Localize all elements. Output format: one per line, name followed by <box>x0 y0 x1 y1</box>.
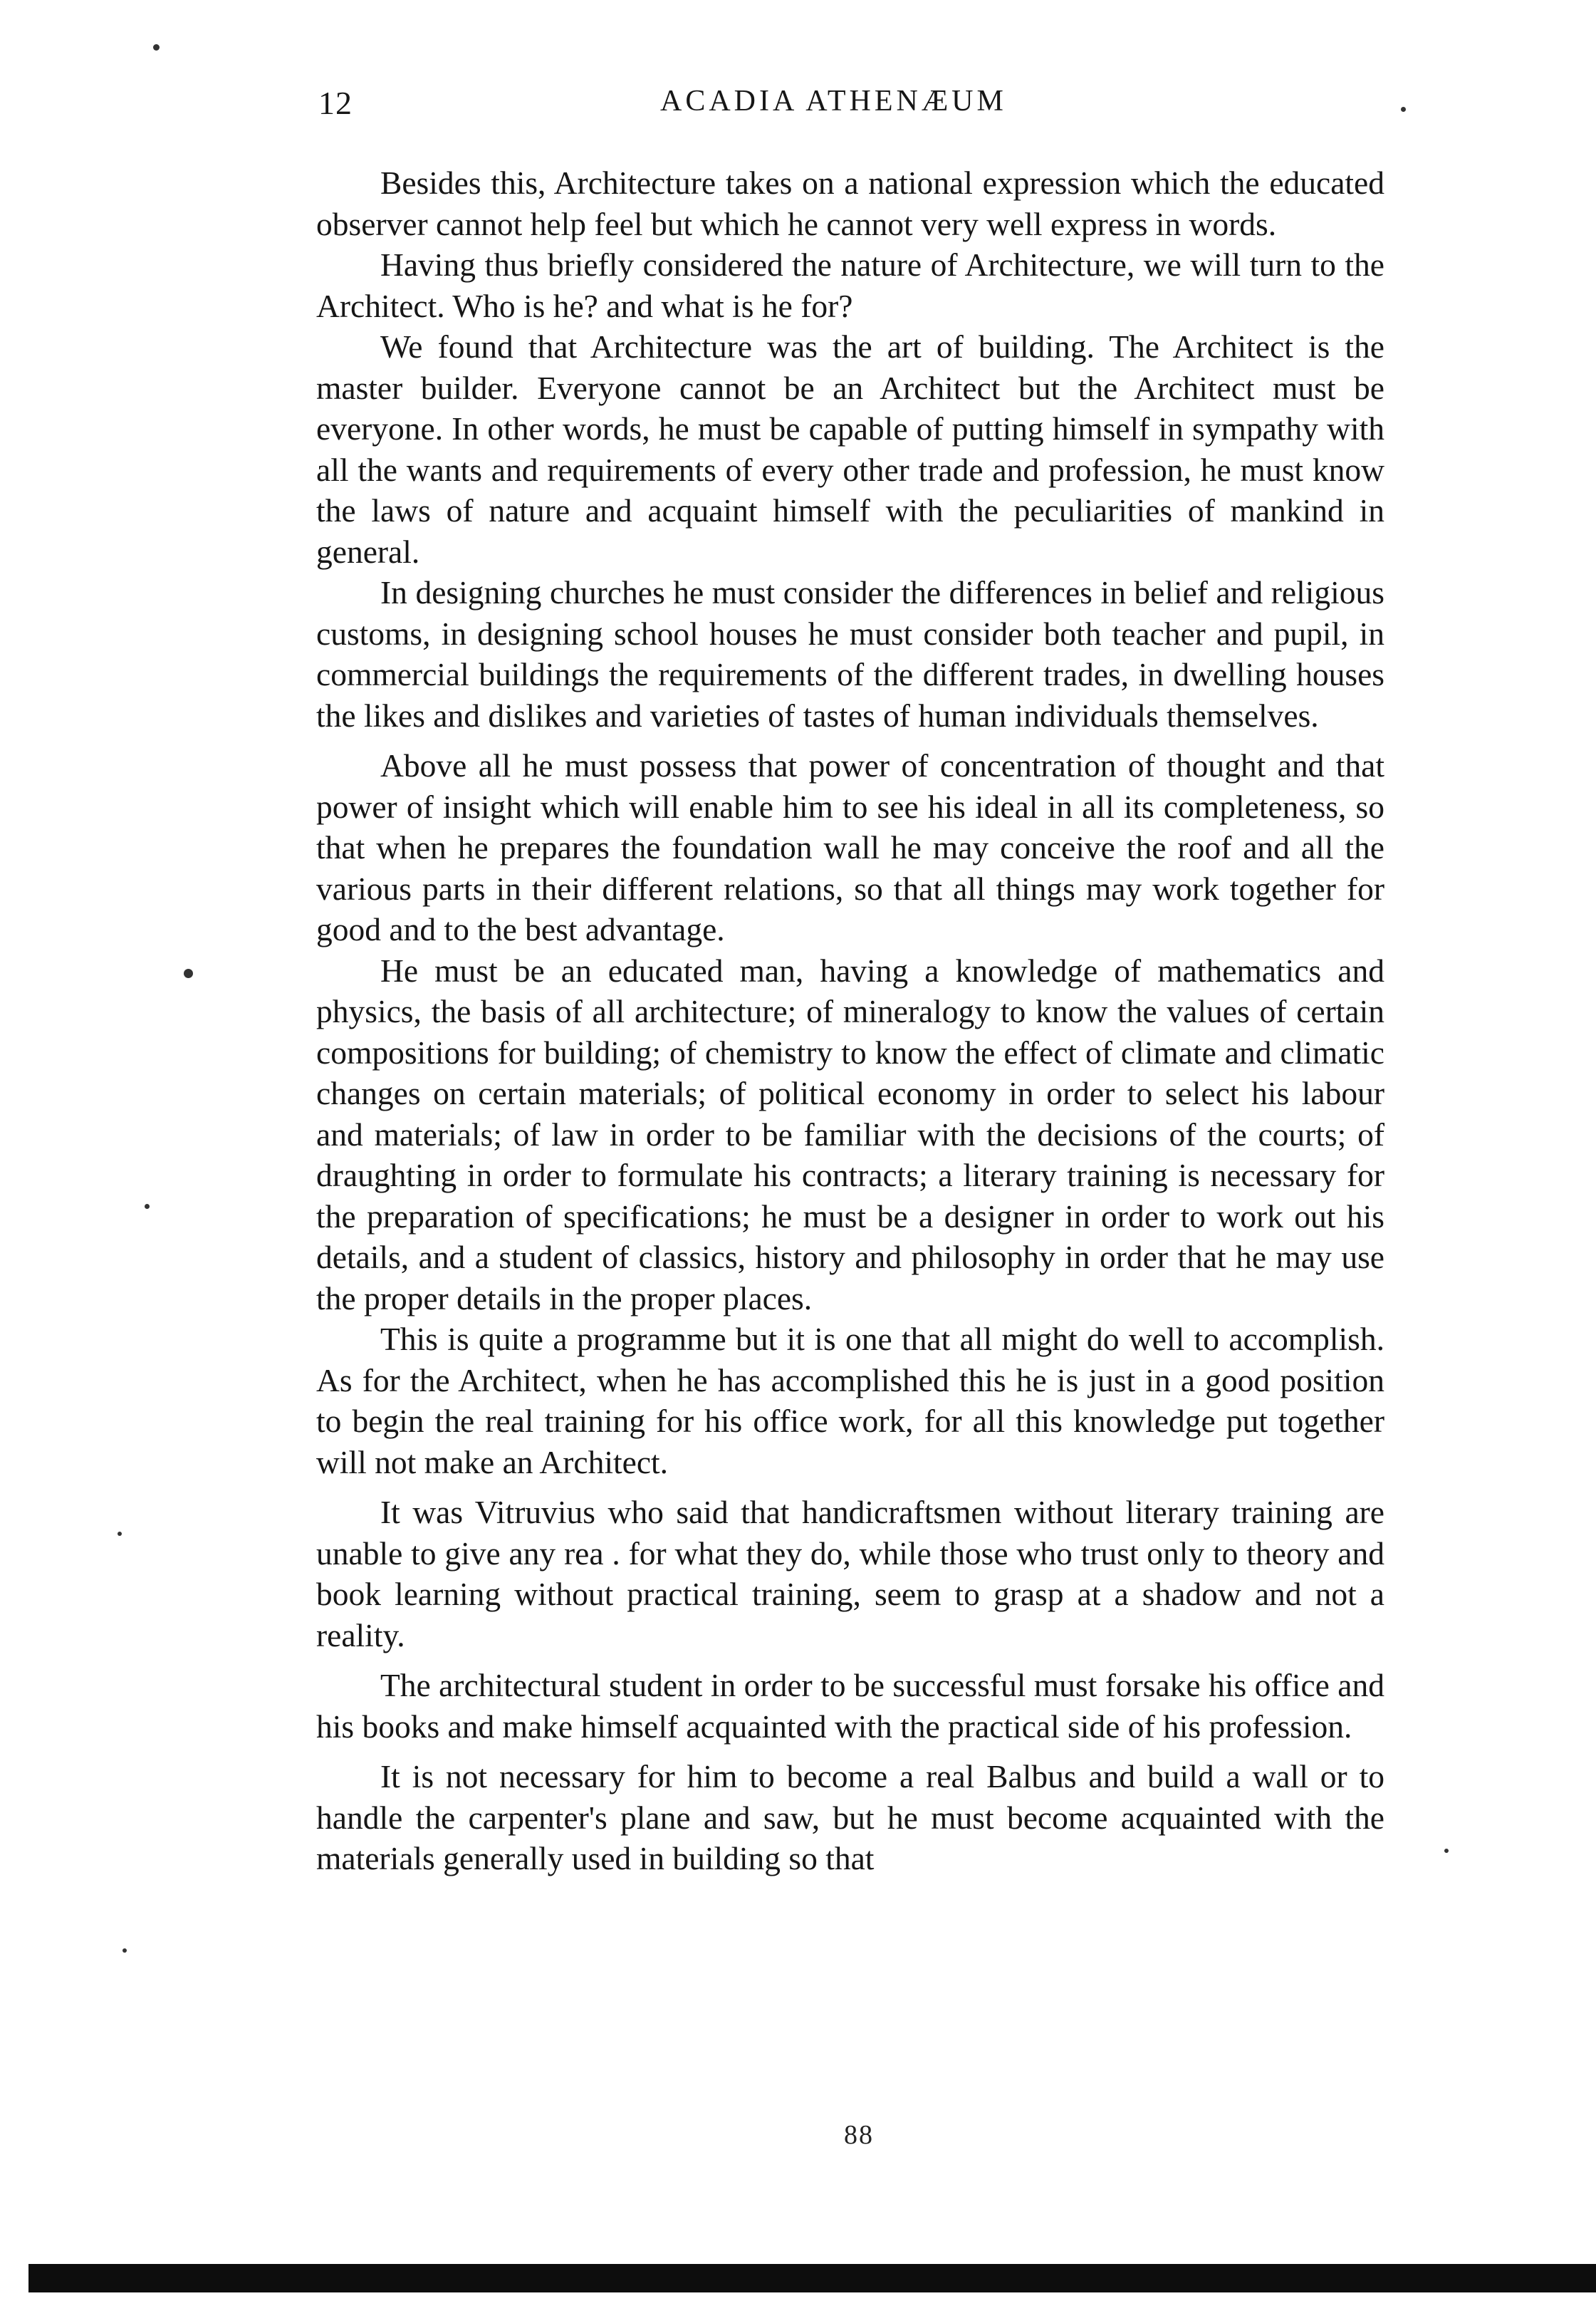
paragraph-9: The architectural student in order to be successful must forsake his office and his books and make himself acquainted with the practical side of his profession. <box>316 1667 1384 1745</box>
scan-speck <box>1444 1849 1449 1853</box>
paragraph-5: Above all he must possess that power of concentration of thought and that power of insight which will enable him to see his ideal in all its completeness, so that when he prepares the foundation wall he may conceive the roof and all the various parts in their different relations, so that all things may work together for good and to the best advantage. <box>316 747 1384 947</box>
page-header <box>318 84 1387 134</box>
paragraph-2: Having thus briefly considered the nature of Architecture, we will turn to the Architect. Who is he? and what is he for? <box>316 246 1384 324</box>
paragraph-3: We found that Architecture was the art of building. The Architect is the master builder. Everyone cannot be an Architect but the Architect must be everyone. In other words, he must be capable of putting himself in sympathy with all the wants and requirements of every other trade and profession, he must know the laws of nature and acquaint himself with the peculiarities of mankind in general. <box>316 328 1384 570</box>
scan-speck <box>118 1532 122 1536</box>
article-body <box>316 162 1384 1879</box>
paragraph-6: He must be an educated man, having a knowledge of mathematics and physics, the basis of all architecture; of mineralogy to know the values of certain compositions for building; of chemistry to know the effect of climate and climatic changes on certain materials; of political economy in order to select his labour and materials; of law in order to be familiar with the decisions of the courts; of draughting in order to formulate his contracts; a literary training is necessary for the preparation of specifications; he must be a designer in order to work out his details, and a student of classics, history and philosophy in order that he may use the proper details in the proper places. <box>316 952 1384 1316</box>
running-title: ACADIA ATHENÆUM <box>660 85 1007 118</box>
paragraph-10: It is not necessary for him to become a real Balbus and build a wall or to handle the carpenter's plane and saw, but he must become acquainted with the materials generally used in building so that <box>316 1758 1384 1876</box>
folio-number: 88 <box>844 2120 874 2150</box>
scan-speck <box>184 969 193 978</box>
paragraph-7: This is quite a programme but it is one that all might do well to accomplish. As for the Architect, when he has accomplished this he is just in a good position to begin the real training for his office work, for all this knowledge put together will not make an Architect. <box>316 1321 1384 1480</box>
scan-speck <box>1401 107 1406 112</box>
scan-speck <box>145 1204 150 1209</box>
scan-speck <box>122 1948 127 1953</box>
paragraph-4: In designing churches he must consider the differences in belief and religious customs, in designing school houses he must consider both teacher and pupil, in commercial buildings the requirements of the different trades, in dwelling houses the likes and dislikes and varieties of tastes of human individuals themselves. <box>316 574 1384 734</box>
scan-speck <box>153 44 160 51</box>
page-number: 12 <box>318 85 353 121</box>
scan-border-rule <box>28 2264 1596 2292</box>
paragraph-1: Besides this, Architecture takes on a national expression which the educated observer cannot help feel but which he cannot very well express in words. <box>316 165 1384 242</box>
paragraph-8: It was Vitruvius who said that handicraftsmen without literary training are unable to give any rea . for what they do, while those who trust only to theory and book learning without practical training, seem to grasp at a shadow and not a reality. <box>316 1494 1384 1653</box>
